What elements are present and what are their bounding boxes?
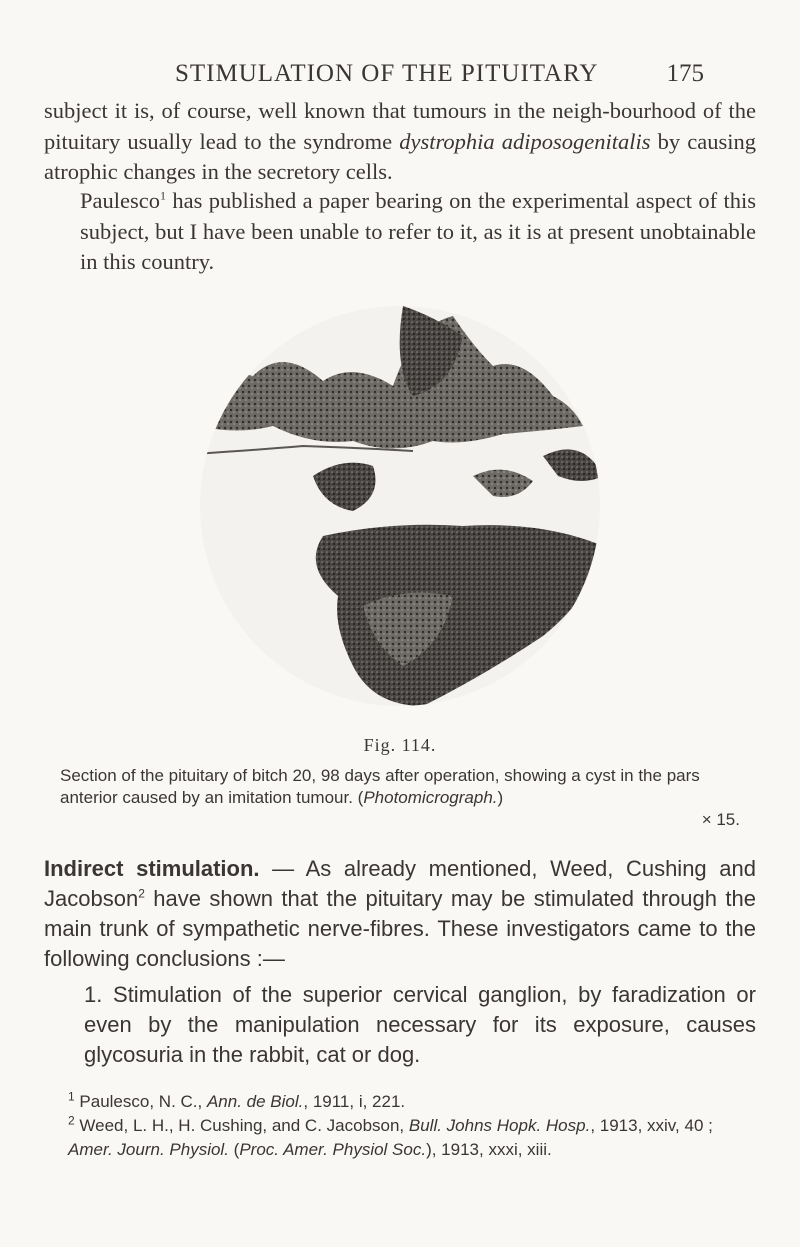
footnote-1-text-b: , 1911, i, 221. — [303, 1092, 406, 1111]
caption-italic: Photomicrograph. — [363, 788, 498, 807]
list-item-1: 1. Stimulation of the superior cervical ganglion, by faradization or even by the manipulation necessary for its exposure, causes glycosuria in the rabbit, cat or dog. — [84, 982, 756, 1067]
figure-label: Fig. 114. — [363, 735, 437, 755]
footnote-2-italic: Bull. Johns Hopk. Hosp. — [408, 1116, 591, 1135]
footnote-ref-2: 2 — [138, 886, 145, 901]
page-number: 175 — [666, 60, 704, 87]
paragraph-1-text-a: subject it is, of course, well known that tumours in the neigh-bourhood of the pituitary usually lead to the syndrome — [44, 98, 756, 154]
footnote-2-number: 2 — [68, 1113, 75, 1128]
footnote-2-text-d: ), 1913, xxxi, xiii. — [426, 1140, 552, 1159]
section-text-b: have shown that the pituitary may be stimulated through the main trunk of sympathetic nerve-fibres. These investigators came to the following conclusions :— — [44, 886, 756, 971]
footnote-2-text-a: Weed, L. H., H. Cushing, and C. Jacobson, — [74, 1116, 409, 1135]
footnote-2-italic-3: Proc. Amer. Physiol Soc. — [239, 1140, 427, 1159]
footnote-1-number: 1 — [68, 1089, 75, 1104]
footnotes — [44, 1090, 760, 1162]
footnote-ref-1: 1 — [159, 188, 166, 203]
caption-text-a: Section of the pituitary of bitch 20, 98 days after operation, showing a cyst in the pars anterior caused by an imitation tumour. ( — [60, 766, 700, 807]
magnification: × 15. — [701, 810, 740, 829]
footnote-1 — [44, 1090, 760, 1114]
section-text-a: — As already mentioned, Weed, Cushing and Jacobson — [44, 856, 756, 911]
paragraph-2 — [44, 186, 756, 278]
footnote-1-text-a: Paulesco, N. C., — [74, 1092, 207, 1111]
footnote-2-text-b: , 1913, xxiv, 40 ; — [590, 1116, 713, 1135]
caption-text-b: ) — [497, 788, 504, 807]
running-head: STIMULATION OF THE PITUITARY — [175, 60, 599, 87]
paragraph-2-text-a: Paulesco — [80, 188, 160, 213]
footnote-1-italic: Ann. de Biol. — [206, 1092, 304, 1111]
footnote-2 — [44, 1114, 760, 1162]
footnote-2-italic-2: Amer. Journ. Physiol. — [68, 1140, 229, 1159]
figure-caption — [60, 765, 740, 809]
section-heading: Indirect stimulation. — [44, 856, 260, 881]
footnote-2-text-c: ( — [228, 1140, 240, 1159]
photomicrograph-figure — [163, 306, 637, 706]
section-paragraph — [44, 854, 756, 974]
paragraph-1 — [44, 96, 756, 188]
paragraph-1-text-b: by causing atrophic changes in the secretory cells. — [44, 128, 757, 184]
page-header — [0, 60, 800, 100]
paragraph-1-italic: dystrophia adiposogenitalis — [399, 128, 651, 154]
paragraph-2-text-b: has published a paper bearing on the experimental aspect of this subject, but I have been unable to refer to it, as it is at present unobtainable in this country. — [80, 188, 756, 274]
